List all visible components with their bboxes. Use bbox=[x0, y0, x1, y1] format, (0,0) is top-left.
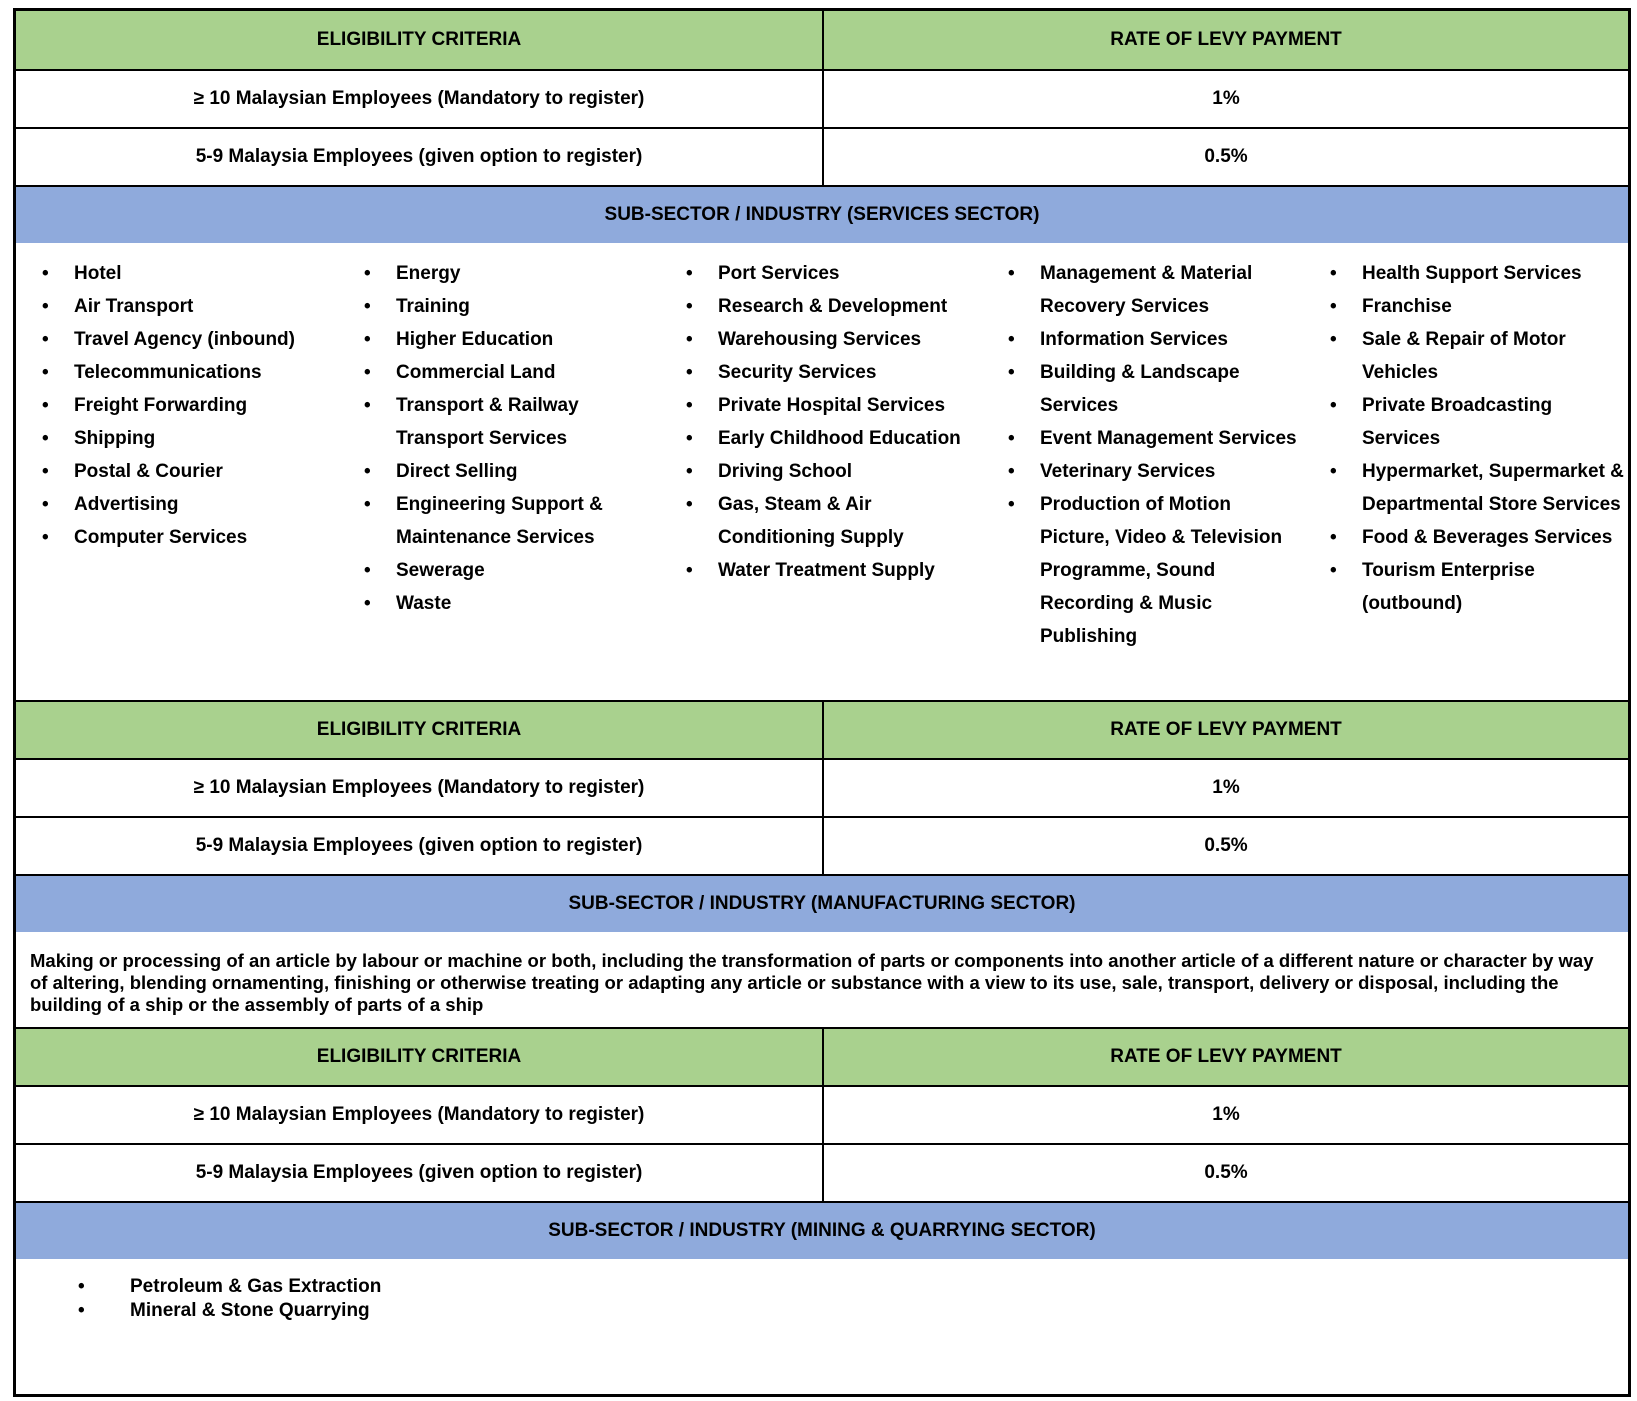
criteria-cell: 5-9 Malaysia Employees (given option to register) bbox=[16, 1145, 824, 1201]
list-item bbox=[686, 290, 982, 323]
list-item bbox=[1008, 257, 1304, 323]
criteria-row bbox=[16, 1143, 1628, 1201]
rate-cell: 0.5% bbox=[1204, 146, 1248, 167]
criteria-cell: ≥ 10 Malaysian Employees (Mandatory to register) bbox=[16, 1087, 824, 1143]
list-item bbox=[686, 422, 982, 455]
services-list bbox=[16, 243, 1628, 700]
bullet-icon: • bbox=[1330, 527, 1337, 548]
services-column-3 bbox=[660, 257, 982, 700]
list-item bbox=[686, 455, 982, 488]
subsector-title-mining: SUB-SECTOR / INDUSTRY (MINING & QUARRYING SECTOR) bbox=[16, 1201, 1628, 1259]
list-item bbox=[364, 323, 660, 356]
subsector-title-services: SUB-SECTOR / INDUSTRY (SERVICES SECTOR) bbox=[16, 185, 1628, 243]
services-item-label: Air Transport bbox=[74, 296, 194, 317]
list-item bbox=[1330, 323, 1626, 389]
list-item bbox=[1330, 455, 1626, 521]
bullet-icon: • bbox=[42, 296, 49, 317]
services-column-1 bbox=[16, 257, 338, 700]
list-item bbox=[686, 554, 982, 587]
list-item bbox=[686, 323, 982, 356]
services-item-label: Transport & Railway Transport Services bbox=[396, 395, 579, 449]
criteria-cell: ≥ 10 Malaysian Employees (Mandatory to register) bbox=[16, 760, 824, 816]
list-item bbox=[364, 554, 660, 587]
services-item-label: Advertising bbox=[74, 494, 179, 515]
mining-item-label: Petroleum & Gas Extraction bbox=[130, 1276, 382, 1297]
list-item bbox=[364, 290, 660, 323]
services-item-label: Hypermarket, Supermarket & Departmental Store Services bbox=[1362, 461, 1624, 515]
bullet-icon: • bbox=[1330, 560, 1337, 581]
services-item-label: Higher Education bbox=[396, 329, 554, 350]
bullet-icon: • bbox=[1330, 395, 1337, 416]
list-item bbox=[686, 257, 982, 290]
list-item bbox=[364, 587, 660, 620]
services-item-label: Computer Services bbox=[74, 527, 248, 548]
list-item bbox=[686, 356, 982, 389]
services-item-label: Direct Selling bbox=[396, 461, 518, 482]
services-item-label: Security Services bbox=[718, 362, 877, 383]
eligibility-criteria-header: ELIGIBILITY CRITERIA bbox=[16, 11, 824, 69]
list-item bbox=[1330, 554, 1626, 620]
services-item-label: Health Support Services bbox=[1362, 263, 1582, 284]
bullet-icon: • bbox=[686, 296, 693, 317]
bullet-icon: • bbox=[364, 494, 371, 515]
bullet-icon: • bbox=[364, 329, 371, 350]
services-item-label: Building & Landscape Services bbox=[1040, 362, 1240, 416]
bullet-icon: • bbox=[78, 1300, 85, 1321]
services-item-label: Engineering Support & Maintenance Services bbox=[396, 494, 603, 548]
list-item bbox=[16, 1275, 1628, 1299]
list-item bbox=[42, 389, 338, 422]
list-item bbox=[364, 488, 660, 554]
services-item-label: Shipping bbox=[74, 428, 156, 449]
criteria-row bbox=[16, 69, 1628, 127]
services-column-4 bbox=[982, 257, 1304, 700]
services-item-label: Freight Forwarding bbox=[74, 395, 248, 416]
levy-table bbox=[13, 8, 1631, 1397]
list-item bbox=[1008, 422, 1304, 455]
bullet-icon: • bbox=[364, 362, 371, 383]
services-item-label: Management & Material Recovery Services bbox=[1040, 263, 1253, 317]
criteria-cell: ≥ 10 Malaysian Employees (Mandatory to register) bbox=[16, 71, 824, 127]
manufacturing-description-cell bbox=[16, 932, 1628, 1027]
list-item bbox=[42, 488, 338, 521]
rate-of-levy-header: RATE OF LEVY PAYMENT bbox=[1110, 1046, 1342, 1067]
bullet-icon: • bbox=[364, 263, 371, 284]
list-item bbox=[1330, 257, 1626, 290]
services-column-5 bbox=[1304, 257, 1626, 700]
bullet-icon: • bbox=[686, 461, 693, 482]
bullet-icon: • bbox=[686, 494, 693, 515]
services-item-label: Water Treatment Supply bbox=[718, 560, 935, 581]
rate-cell: 1% bbox=[1212, 88, 1240, 109]
services-item-label: Early Childhood Education bbox=[718, 428, 961, 449]
list-item bbox=[42, 521, 338, 554]
services-item-label: Private Broadcasting Services bbox=[1362, 395, 1553, 449]
bullet-icon: • bbox=[42, 263, 49, 284]
bullet-icon: • bbox=[78, 1276, 85, 1297]
bullet-icon: • bbox=[364, 461, 371, 482]
list-item bbox=[1008, 488, 1304, 653]
list-item bbox=[42, 455, 338, 488]
bullet-icon: • bbox=[364, 593, 371, 614]
mining-list bbox=[16, 1259, 1628, 1394]
bullet-icon: • bbox=[686, 560, 693, 581]
list-item bbox=[364, 356, 660, 389]
list-item bbox=[364, 455, 660, 488]
bullet-icon: • bbox=[364, 395, 371, 416]
list-item bbox=[1330, 521, 1626, 554]
services-item-label: Research & Development bbox=[718, 296, 948, 317]
bullet-icon: • bbox=[686, 395, 693, 416]
services-item-label: Event Management Services bbox=[1040, 428, 1297, 449]
list-item bbox=[42, 323, 338, 356]
list-item bbox=[1330, 389, 1626, 455]
bullet-icon: • bbox=[42, 329, 49, 350]
services-item-label: Franchise bbox=[1362, 296, 1452, 317]
services-item-label: Hotel bbox=[74, 263, 122, 284]
header-row-services bbox=[16, 11, 1628, 69]
rate-of-levy-header: RATE OF LEVY PAYMENT bbox=[1110, 719, 1342, 740]
services-item-label: Gas, Steam & Air Conditioning Supply bbox=[718, 494, 904, 548]
bullet-icon: • bbox=[42, 494, 49, 515]
bullet-icon: • bbox=[1008, 428, 1015, 449]
services-item-label: Sale & Repair of Motor Vehicles bbox=[1362, 329, 1566, 383]
services-item-label: Telecommunications bbox=[74, 362, 262, 383]
mining-item-label: Mineral & Stone Quarrying bbox=[130, 1300, 370, 1321]
bullet-icon: • bbox=[686, 428, 693, 449]
bullet-icon: • bbox=[1330, 263, 1337, 284]
bullet-icon: • bbox=[1330, 329, 1337, 350]
bullet-icon: • bbox=[42, 395, 49, 416]
services-item-label: Sewerage bbox=[396, 560, 485, 581]
services-item-label: Postal & Courier bbox=[74, 461, 223, 482]
bullet-icon: • bbox=[686, 362, 693, 383]
bullet-icon: • bbox=[1008, 461, 1015, 482]
rate-of-levy-header: RATE OF LEVY PAYMENT bbox=[1110, 29, 1342, 50]
bullet-icon: • bbox=[42, 428, 49, 449]
manufacturing-description: Making or processing of an article by labour or machine or both, including the transformation of parts or components into another article of a different nature or character by way of altering, blending ornamenting, finishing or otherwise treating or adapting any article or substance with a view to its use, sale, transport, delivery or disposal, including the building of a ship or the assembly of parts of a ship bbox=[30, 950, 1594, 1015]
criteria-row bbox=[16, 758, 1628, 816]
services-item-label: Port Services bbox=[718, 263, 840, 284]
bullet-icon: • bbox=[1330, 296, 1337, 317]
services-item-label: Training bbox=[396, 296, 470, 317]
services-item-label: Production of Motion Picture, Video & Television Programme, Sound Recording & Music Publishing bbox=[1040, 494, 1283, 647]
bullet-icon: • bbox=[42, 362, 49, 383]
services-item-label: Waste bbox=[396, 593, 452, 614]
bullet-icon: • bbox=[364, 560, 371, 581]
list-item bbox=[16, 1299, 1628, 1323]
list-item bbox=[686, 488, 982, 554]
subsector-title-manufacturing: SUB-SECTOR / INDUSTRY (MANUFACTURING SECTOR) bbox=[16, 874, 1628, 932]
services-column-2 bbox=[338, 257, 660, 700]
bullet-icon: • bbox=[1330, 461, 1337, 482]
list-item bbox=[364, 257, 660, 290]
rate-cell: 0.5% bbox=[1204, 1162, 1248, 1183]
list-item bbox=[1008, 356, 1304, 422]
rate-cell: 1% bbox=[1212, 1104, 1240, 1125]
criteria-row bbox=[16, 1085, 1628, 1143]
bullet-icon: • bbox=[1008, 494, 1015, 515]
list-item bbox=[1008, 323, 1304, 356]
list-item bbox=[42, 422, 338, 455]
eligibility-criteria-header: ELIGIBILITY CRITERIA bbox=[16, 1029, 824, 1085]
services-item-label: Travel Agency (inbound) bbox=[74, 329, 295, 350]
eligibility-criteria-header: ELIGIBILITY CRITERIA bbox=[16, 702, 824, 758]
list-item bbox=[1330, 290, 1626, 323]
criteria-row bbox=[16, 127, 1628, 185]
bullet-icon: • bbox=[1008, 263, 1015, 284]
bullet-icon: • bbox=[686, 329, 693, 350]
services-item-label: Energy bbox=[396, 263, 461, 284]
bullet-icon: • bbox=[42, 461, 49, 482]
bullet-icon: • bbox=[364, 296, 371, 317]
services-item-label: Veterinary Services bbox=[1040, 461, 1216, 482]
list-item bbox=[364, 389, 660, 455]
services-item-label: Warehousing Services bbox=[718, 329, 922, 350]
list-item bbox=[1008, 455, 1304, 488]
list-item bbox=[42, 290, 338, 323]
criteria-cell: 5-9 Malaysia Employees (given option to register) bbox=[16, 818, 824, 874]
header-row-mining bbox=[16, 1027, 1628, 1085]
services-item-label: Tourism Enterprise (outbound) bbox=[1362, 560, 1535, 614]
criteria-row bbox=[16, 816, 1628, 874]
services-item-label: Private Hospital Services bbox=[718, 395, 946, 416]
services-item-label: Commercial Land bbox=[396, 362, 556, 383]
rate-cell: 0.5% bbox=[1204, 835, 1248, 856]
list-item bbox=[42, 356, 338, 389]
bullet-icon: • bbox=[42, 527, 49, 548]
services-item-label: Food & Beverages Services bbox=[1362, 527, 1613, 548]
bullet-icon: • bbox=[1008, 362, 1015, 383]
services-item-label: Information Services bbox=[1040, 329, 1228, 350]
services-item-label: Driving School bbox=[718, 461, 853, 482]
rate-cell: 1% bbox=[1212, 777, 1240, 798]
list-item bbox=[42, 257, 338, 290]
criteria-cell: 5-9 Malaysia Employees (given option to register) bbox=[16, 129, 824, 185]
header-row-manufacturing bbox=[16, 700, 1628, 758]
bullet-icon: • bbox=[686, 263, 693, 284]
bullet-icon: • bbox=[1008, 329, 1015, 350]
list-item bbox=[686, 389, 982, 422]
